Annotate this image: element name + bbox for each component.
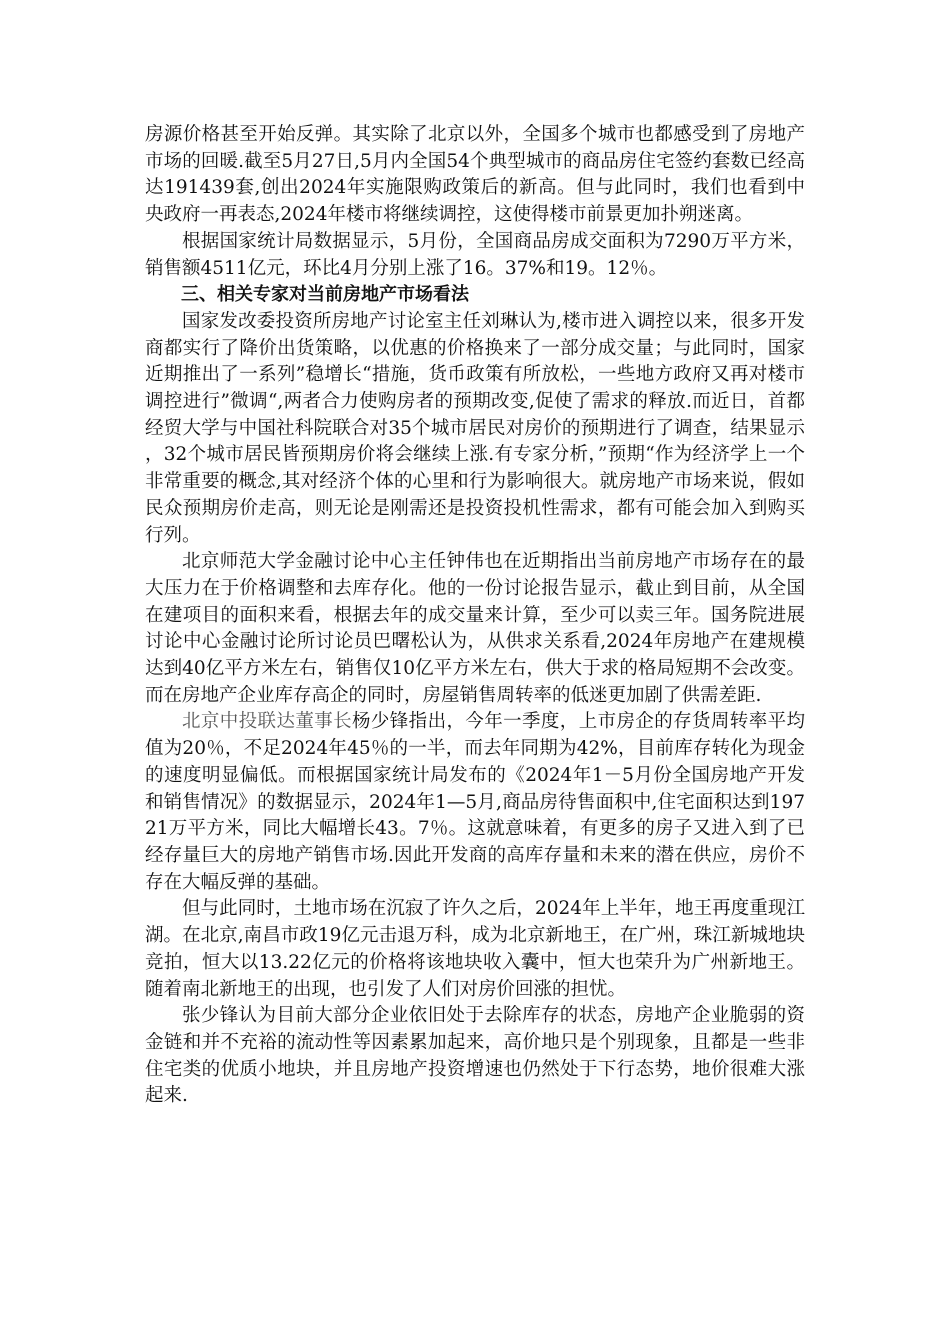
paragraph-7: 张少锋认为目前大部分企业依旧处于去除库存的状态，房地产企业脆弱的资金链和并不充裕的流动性等因素累加起来，高价地只是个别现象，且都是一些非住宅类的优质小地块，并且房地产投资增速也仍然处于下行态势，地价很难大涨起来. — [145, 1005, 805, 1107]
document-page — [145, 122, 805, 1110]
paragraph-5 — [145, 709, 805, 896]
paragraph-4: 北京师范大学金融讨论中心主任钟伟也在近期指出当前房地产市场存在的最大压力在于价格调整和去库存化。他的一份讨论报告显示，截止到目前，从全国在建项目的面积来看，根据去年的成交量来计算，至少可以卖三年。国务院进展讨论中心金融讨论所讨论员巴曙松认为，从供求关系看,2024年房地产在建规模达到40亿平方米左右，销售仅10亿平方米左右，供大于求的格局短期不会改变。而在房地产企业库存高企的同时，房屋销售周转率的低迷更加剧了供需差距. — [145, 551, 805, 706]
paragraph-6: 但与此同时，土地市场在沉寂了许久之后，2024年上半年，地王再度重现江湖。在北京,南昌市政19亿元击退万科，成为北京新地王，在广州，珠江新城地块竞拍，恒大以13.22亿元的价格将该地块收入囊中，恒大也荣升为广州新地王。随着南北新地王的出现，也引发了人们对房价回涨的担忧。 — [145, 898, 805, 1000]
paragraph-1: 房源价格甚至开始反弹。其实除了北京以外，全国多个城市也都感受到了房地产市场的回暖.截至5月27日,5月内全国54个典型城市的商品房住宅签约套数已经高达191439套,创出2024年实施限购政策后的新高。但与此同时，我们也看到中央政府一再表态,2024年楼市将继续调控，这使得楼市前景更加扑朔迷离。 — [145, 124, 805, 226]
section-heading: 三、相关专家对当前房地产市场看法 — [181, 284, 469, 306]
paragraph-3: 国家发改委投资所房地产讨论室主任刘琳认为,楼市进入调控以来，很多开发商都实行了降价出货策略，以优惠的价格换来了一部分成交量；与此同时，国家近期推出了一系列”稳增长“措施，货币政策有所放松，一些地方政府又再对楼市调控进行”微调“,两者合力使购房者的预期改变,促使了需求的释放.而近日，首都经贸大学与中国社科院联合对35个城市居民对房价的预期进行了调查，结果显示，32个城市居民皆预期房价将会继续上涨.有专家分析，”预期“作为经济学上一个非常重要的概念,其对经济个体的心里和行为影响很大。就房地产市场来说，假如民众预期房价走高，则无论是刚需还是投资投机性需求，都有可能会加入到购买行列。 — [145, 310, 805, 546]
paragraph-5-text: 杨少锋指出，今年一季度，上市房企的存货周转率平均值为20％，不足2024年45％的一半，而去年同期为42%，目前库存转化为现金的速度明显偏低。而根据国家统计局发布的《2024年1－5月份全国房地产开发和销售情况》的数据显示，2024年1—5月,商品房待售面积中,住宅面积达到19721万平方米，同比大幅增长43。7％。这就意味着，有更多的房子又进入到了已经存量巨大的房地产销售市场.因此开发商的高库存量和未来的潜在供应，房价不存在大幅反弹的基础。 — [145, 711, 805, 893]
paragraph-2: 根据国家统计局数据显示，5月份，全国商品房成交面积为7290万平方米，销售额4511亿元，环比4月分别上涨了16。37%和19。12％。 — [145, 230, 805, 279]
paragraph-5-prefix: 北京中投联达董事长 — [182, 711, 353, 733]
